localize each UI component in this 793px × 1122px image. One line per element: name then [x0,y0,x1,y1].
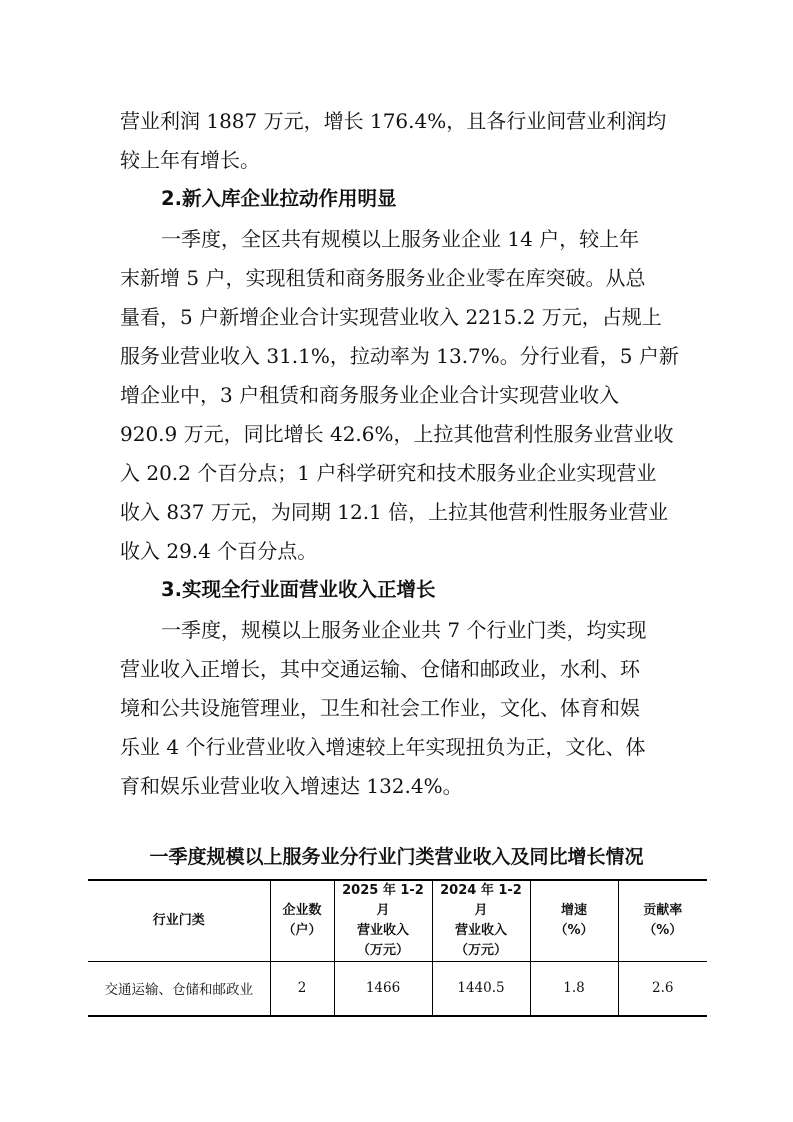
paragraph-line: 营业利润 1887 万元，增长 176.4%，且各行业间营业利润均 [120,109,667,133]
paragraph-line: 一季度，全区共有规模以上服务业企业 14 户，较上年 [161,227,640,251]
cell-enterprise-count: 2 [270,962,334,1016]
paragraph-line: 入 20.2 个百分点；1 户科学研究和技术服务业企业实现营业 [120,461,657,485]
table-row [88,962,707,1016]
paragraph-line: 境和公共设施管理业，卫生和社会工作业，文化、体育和娱 [120,696,640,720]
paragraph-line: 营业收入正增长，其中交通运输、仓储和邮政业，水利、环 [120,657,640,681]
cell-industry: 交通运输、仓储和邮政业 [88,962,270,1016]
paragraph-line: 末新增 5 户，实现租赁和商务服务业企业零在库突破。从总 [120,266,646,290]
cell-contribution-rate: 2.6 [618,962,707,1016]
header-growth-rate: 增速 （%） [530,880,618,962]
paragraph-line: 量看，5 户新增企业合计实现营业收入 2215.2 万元，占规上 [120,305,662,329]
cell-growth-rate: 1.8 [530,962,618,1016]
header-revenue-2024: 2024 年 1-2 月 营业收入 （万元） [432,880,530,962]
header-enterprise-count: 企业数 （户） [270,880,334,962]
paragraph-line: 服务业营业收入 31.1%，拉动率为 13.7%。分行业看，5 户新 [120,344,679,368]
cell-revenue-2024: 1440.5 [432,962,530,1016]
paragraph-line: 乐业 4 个行业营业收入增速较上年实现扭负为正，文化、体 [120,735,646,759]
paragraph-line: 育和娱乐业营业收入增速达 132.4%。 [120,774,463,798]
section-heading-2: 2.新入库企业拉动作用明显 [161,187,397,210]
industry-revenue-table [88,879,707,1017]
header-contribution-rate: 贡献率 （%） [618,880,707,962]
table-header-row [88,880,707,962]
paragraph-line: 收入 837 万元，为同期 12.1 倍，上拉其他营利性服务业营业 [120,500,669,524]
paragraph-line: 较上年有增长。 [120,148,260,172]
section-heading-3: 3.实现全行业面营业收入正增长 [161,578,436,601]
cell-revenue-2025: 1466 [334,962,432,1016]
paragraph-line: 收入 29.4 个百分点。 [120,539,318,563]
table-title: 一季度规模以上服务业分行业门类营业收入及同比增长情况 [149,846,644,868]
header-revenue-2025: 2025 年 1-2 月 营业收入 （万元） [334,880,432,962]
paragraph-line: 920.9 万元，同比增长 42.6%，上拉其他营利性服务业营业收 [120,422,674,446]
paragraph-line: 一季度，规模以上服务业企业共 7 个行业门类，均实现 [161,618,647,642]
header-industry: 行业门类 [88,880,270,962]
paragraph-line: 增企业中，3 户租赁和商务服务业企业合计实现营业收入 [120,383,620,407]
